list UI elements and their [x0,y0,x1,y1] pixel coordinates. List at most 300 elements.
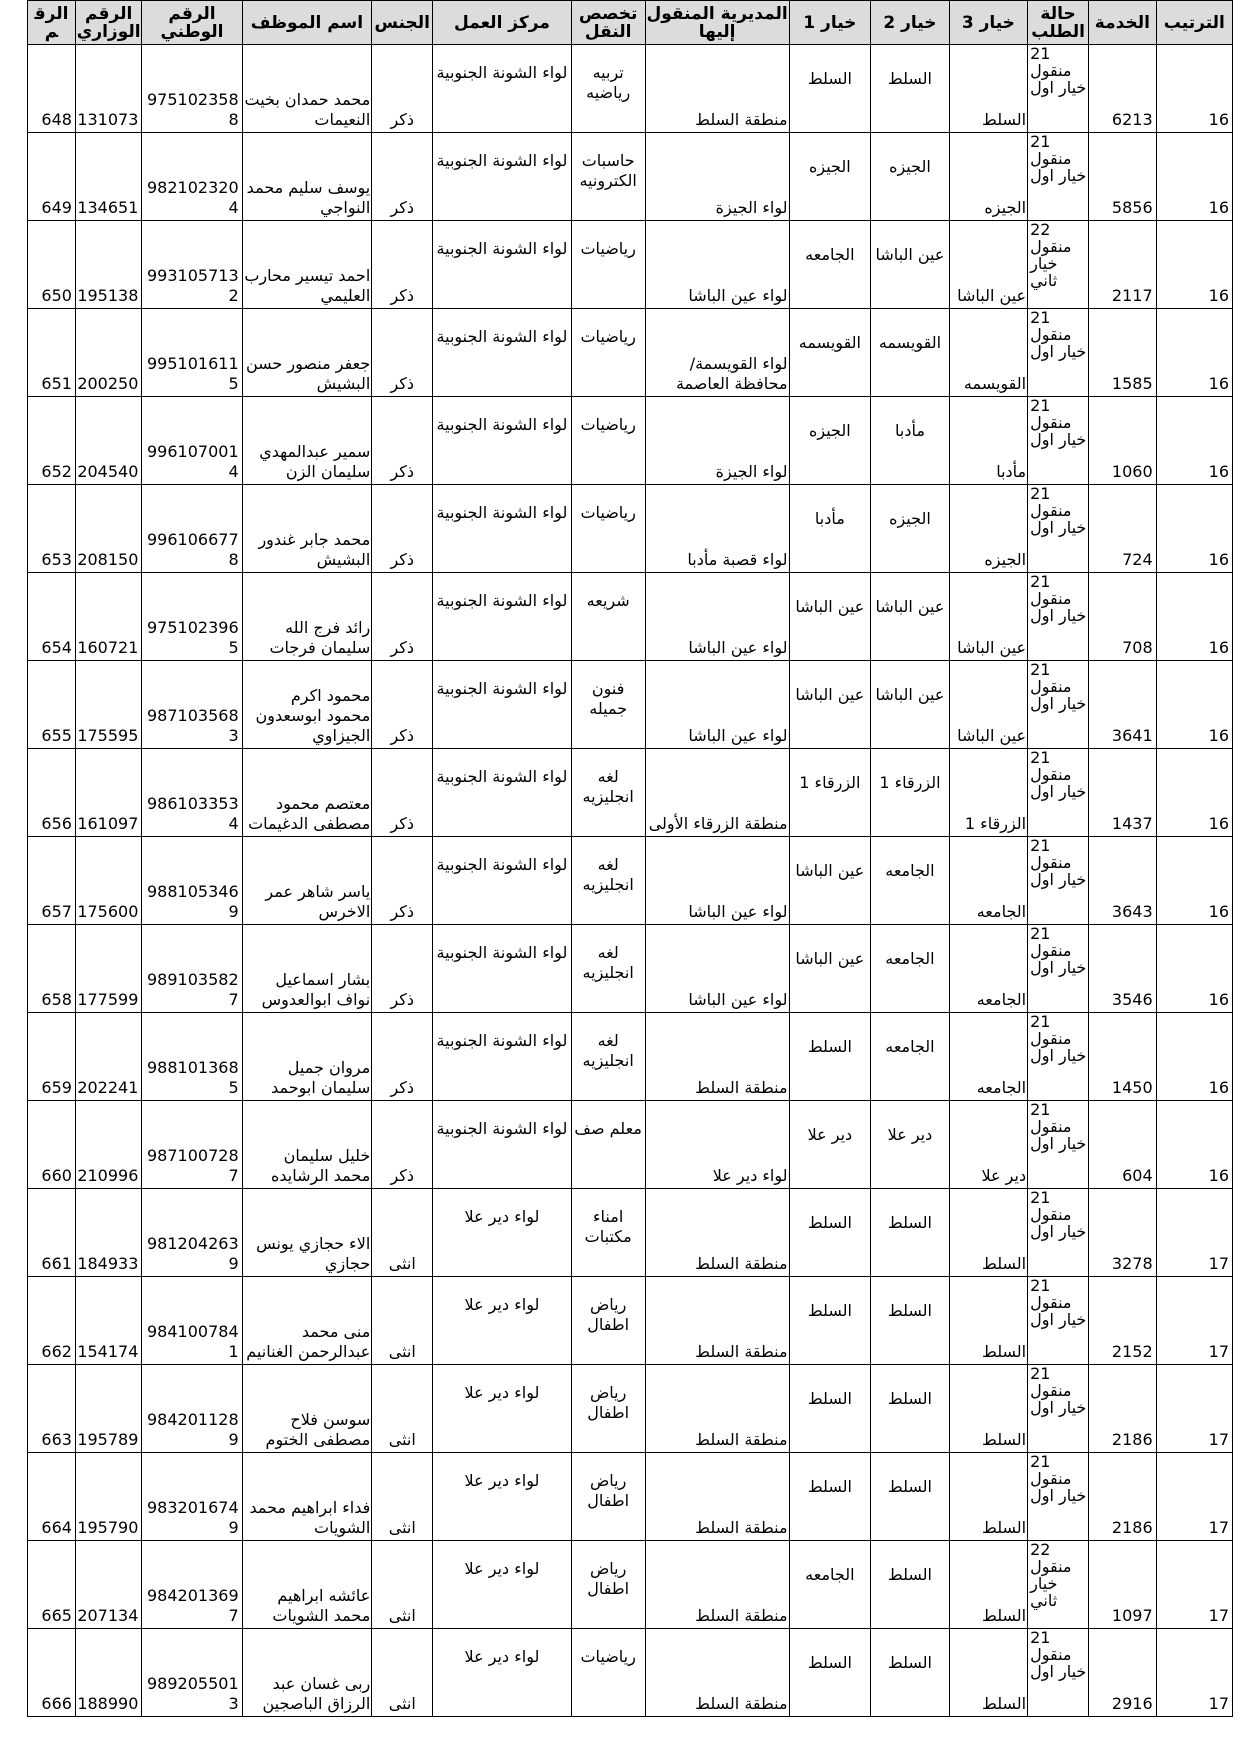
cell-ministry-no: 195138 [75,221,141,309]
cell-choice2: عين الباشا [871,573,949,661]
cell-service: 3641 [1089,661,1157,749]
cell-choice1: الجامعه [789,1541,871,1629]
cell-status: 21 منقول خيار اول [1028,1453,1089,1541]
cell-choice2: السلط [871,1189,949,1277]
cell-service: 724 [1089,485,1157,573]
table-row [28,661,1233,749]
cell-service: 2117 [1089,221,1157,309]
cell-rank: 17 [1156,1189,1232,1277]
cell-choice1: الجيزه [789,133,871,221]
cell-service: 1585 [1089,309,1157,397]
cell-ministry-no: 210996 [75,1101,141,1189]
cell-gender: انثى [372,1277,433,1365]
cell-choice2: السلط [871,1453,949,1541]
header-choice3: خيار 3 [949,1,1027,45]
cell-national-no: 9871007287 [142,1101,242,1189]
cell-seq: 663 [28,1365,76,1453]
cell-choice1: القويسمه [789,309,871,397]
cell-name: سوسن فلاح مصطفى الختوم [242,1365,372,1453]
cell-service: 3278 [1089,1189,1157,1277]
cell-ministry-no: 177599 [75,925,141,1013]
cell-service: 5856 [1089,133,1157,221]
cell-gender: انثى [372,1629,433,1717]
cell-status: 21 منقول خيار اول [1028,749,1089,837]
transfer-table [27,0,1233,1717]
cell-name: خليل سليمان محمد الرشايده [242,1101,372,1189]
cell-service: 1437 [1089,749,1157,837]
table-row [28,45,1233,133]
cell-status: 21 منقول خيار اول [1028,837,1089,925]
cell-choice1: عين الباشا [789,573,871,661]
cell-name: يوسف سليم محمد النواجي [242,133,372,221]
cell-ministry-no: 202241 [75,1013,141,1101]
cell-choice2: السلط [871,1277,949,1365]
table-row [28,1453,1233,1541]
table-row [28,573,1233,661]
cell-specialty: فنون جميله [571,661,645,749]
cell-national-no: 9881013685 [142,1013,242,1101]
cell-status: 21 منقول خيار اول [1028,309,1089,397]
cell-status: 21 منقول خيار اول [1028,133,1089,221]
cell-ministry-no: 195790 [75,1453,141,1541]
cell-directorate: لواء قصبة مأدبا [645,485,789,573]
cell-workplace: لواء الشونة الجنوبية [433,133,571,221]
cell-workplace: لواء دير علا [433,1629,571,1717]
cell-rank: 16 [1156,1013,1232,1101]
cell-ministry-no: 184933 [75,1189,141,1277]
header-ministry-no: الرقم الوزاري [75,1,141,45]
table-row [28,485,1233,573]
cell-seq: 662 [28,1277,76,1365]
cell-directorate: لواء الجيزة [645,133,789,221]
cell-choice3: السلط [949,45,1027,133]
cell-national-no: 9892055013 [142,1629,242,1717]
cell-workplace: لواء الشونة الجنوبية [433,837,571,925]
table-row [28,925,1233,1013]
header-choice2: خيار 2 [871,1,949,45]
cell-specialty: رياضيات [571,221,645,309]
cell-status: 21 منقول خيار اول [1028,1365,1089,1453]
cell-specialty: رياض اطفال [571,1365,645,1453]
cell-gender: ذكر [372,749,433,837]
header-choice1: خيار 1 [789,1,871,45]
cell-ministry-no: 160721 [75,573,141,661]
cell-gender: ذكر [372,661,433,749]
cell-workplace: لواء دير علا [433,1453,571,1541]
cell-service: 708 [1089,573,1157,661]
cell-specialty: رياض اطفال [571,1541,645,1629]
cell-name: معتصم محمود مصطفى الدغيمات [242,749,372,837]
cell-gender: ذكر [372,221,433,309]
cell-workplace: لواء الشونة الجنوبية [433,661,571,749]
cell-directorate: لواء عين الباشا [645,925,789,1013]
cell-service: 2916 [1089,1629,1157,1717]
cell-specialty: لغه انجليزيه [571,925,645,1013]
cell-choice1: الجيزه [789,397,871,485]
table-row [28,397,1233,485]
cell-national-no: 9891035827 [142,925,242,1013]
cell-choice3: عين الباشا [949,221,1027,309]
cell-choice2: القويسمه [871,309,949,397]
cell-name: محمد حمدان بخيت النعيمات [242,45,372,133]
cell-choice3: الزرقاء 1 [949,749,1027,837]
cell-workplace: لواء الشونة الجنوبية [433,749,571,837]
cell-seq: 654 [28,573,76,661]
cell-choice2: السلط [871,1541,949,1629]
cell-choice3: مأدبا [949,397,1027,485]
header-gender: الجنس [372,1,433,45]
cell-national-no: 9842013697 [142,1541,242,1629]
cell-national-no: 9881053469 [142,837,242,925]
cell-choice1: مأدبا [789,485,871,573]
cell-status: 21 منقول خيار اول [1028,1277,1089,1365]
cell-choice1: الجامعه [789,221,871,309]
cell-choice2: السلط [871,45,949,133]
cell-specialty: رياضيات [571,397,645,485]
cell-gender: ذكر [372,397,433,485]
cell-choice3: السلط [949,1453,1027,1541]
cell-name: احمد تيسير محارب العليمي [242,221,372,309]
cell-national-no: 9961066778 [142,485,242,573]
cell-status: 21 منقول خيار اول [1028,925,1089,1013]
cell-directorate: منطقة السلط [645,1277,789,1365]
cell-status: 21 منقول خيار اول [1028,1013,1089,1101]
cell-national-no: 9842011289 [142,1365,242,1453]
cell-ministry-no: 204540 [75,397,141,485]
cell-workplace: لواء الشونة الجنوبية [433,573,571,661]
cell-directorate: منطقة السلط [645,1365,789,1453]
cell-workplace: لواء الشونة الجنوبية [433,925,571,1013]
cell-service: 604 [1089,1101,1157,1189]
cell-name: محمود اكرم محمود ابوسعدون الجيزاوي [242,661,372,749]
cell-status: 22 منقول خيار ثاني [1028,1541,1089,1629]
cell-rank: 17 [1156,1277,1232,1365]
cell-national-no: 9812042639 [142,1189,242,1277]
cell-directorate: لواء القويسمة/محافظة العاصمة [645,309,789,397]
cell-choice2: السلط [871,1629,949,1717]
cell-choice1: عين الباشا [789,837,871,925]
cell-status: 21 منقول خيار اول [1028,1101,1089,1189]
cell-status: 22 منقول خيار ثاني [1028,221,1089,309]
cell-choice2: عين الباشا [871,661,949,749]
cell-choice2: السلط [871,1365,949,1453]
cell-service: 1097 [1089,1541,1157,1629]
cell-choice3: الجامعه [949,925,1027,1013]
cell-seq: 656 [28,749,76,837]
cell-seq: 664 [28,1453,76,1541]
cell-ministry-no: 175600 [75,837,141,925]
cell-choice1: دير علا [789,1101,871,1189]
header-seq: الرقم [28,1,76,45]
table-row [28,1189,1233,1277]
cell-specialty: تربيه رياضيه [571,45,645,133]
cell-name: محمد جابر غندور البشيش [242,485,372,573]
table-row [28,309,1233,397]
cell-choice1: السلط [789,45,871,133]
cell-directorate: منطقة السلط [645,45,789,133]
cell-choice3: السلط [949,1541,1027,1629]
cell-service: 3643 [1089,837,1157,925]
cell-specialty: لغه انجليزيه [571,837,645,925]
cell-choice3: السلط [949,1629,1027,1717]
cell-choice3: عين الباشا [949,573,1027,661]
cell-name: ياسر شاهر عمر الاخرس [242,837,372,925]
cell-choice1: السلط [789,1189,871,1277]
cell-choice2: الجيزه [871,133,949,221]
cell-name: منى محمد عبدالرحمن الغنانيم [242,1277,372,1365]
cell-seq: 660 [28,1101,76,1189]
cell-specialty: لغه انجليزيه [571,1013,645,1101]
cell-choice3: السلط [949,1277,1027,1365]
cell-choice3: السلط [949,1365,1027,1453]
cell-rank: 16 [1156,397,1232,485]
table-row [28,1365,1233,1453]
cell-workplace: لواء دير علا [433,1277,571,1365]
cell-choice2: الجيزه [871,485,949,573]
cell-specialty: رياض اطفال [571,1453,645,1541]
cell-ministry-no: 131073 [75,45,141,133]
header-workplace: مركز العمل [433,1,571,45]
cell-seq: 648 [28,45,76,133]
table-row [28,1277,1233,1365]
cell-status: 21 منقول خيار اول [1028,485,1089,573]
cell-ministry-no: 200250 [75,309,141,397]
cell-rank: 16 [1156,1101,1232,1189]
cell-seq: 666 [28,1629,76,1717]
cell-national-no: 9961070014 [142,397,242,485]
cell-national-no: 9751023965 [142,573,242,661]
cell-seq: 655 [28,661,76,749]
header-national-no: الرقم الوطني [142,1,242,45]
cell-gender: انثى [372,1189,433,1277]
cell-seq: 665 [28,1541,76,1629]
cell-choice2: عين الباشا [871,221,949,309]
table-header [28,1,1233,45]
cell-service: 3546 [1089,925,1157,1013]
cell-service: 1060 [1089,397,1157,485]
cell-choice3: دير علا [949,1101,1027,1189]
cell-service: 1450 [1089,1013,1157,1101]
cell-directorate: لواء عين الباشا [645,573,789,661]
cell-choice3: القويسمه [949,309,1027,397]
cell-ministry-no: 161097 [75,749,141,837]
cell-gender: ذكر [372,1013,433,1101]
table-row [28,1629,1233,1717]
cell-national-no: 9841007841 [142,1277,242,1365]
cell-specialty: رياضيات [571,309,645,397]
cell-directorate: منطقة الزرقاء الأولى [645,749,789,837]
cell-gender: انثى [372,1453,433,1541]
cell-choice2: مأدبا [871,397,949,485]
cell-gender: ذكر [372,485,433,573]
cell-national-no: 9871035683 [142,661,242,749]
cell-workplace: لواء الشونة الجنوبية [433,397,571,485]
cell-status: 21 منقول خيار اول [1028,397,1089,485]
cell-ministry-no: 188990 [75,1629,141,1717]
cell-rank: 16 [1156,133,1232,221]
cell-name: عائشه ابراهيم محمد الشويات [242,1541,372,1629]
cell-rank: 16 [1156,309,1232,397]
cell-name: الاء حجازي يونس حجازي [242,1189,372,1277]
header-directorate: المديرية المنقول إليها [645,1,789,45]
cell-rank: 16 [1156,485,1232,573]
table-row [28,837,1233,925]
cell-directorate: لواء عين الباشا [645,837,789,925]
cell-gender: ذكر [372,45,433,133]
cell-gender: ذكر [372,925,433,1013]
cell-name: سمير عبدالمهدي سليمان الزن [242,397,372,485]
table-row [28,1541,1233,1629]
cell-choice1: السلط [789,1365,871,1453]
cell-national-no: 9951016115 [142,309,242,397]
cell-name: رائد فرج الله سليمان فرجات [242,573,372,661]
cell-seq: 651 [28,309,76,397]
cell-service: 2186 [1089,1365,1157,1453]
cell-specialty: رياض اطفال [571,1277,645,1365]
cell-status: 21 منقول خيار اول [1028,45,1089,133]
cell-directorate: لواء عين الباشا [645,221,789,309]
cell-seq: 652 [28,397,76,485]
cell-gender: ذكر [372,837,433,925]
cell-specialty: حاسبات الكترونيه [571,133,645,221]
cell-directorate: لواء الجيزة [645,397,789,485]
cell-status: 21 منقول خيار اول [1028,1629,1089,1717]
cell-service: 2152 [1089,1277,1157,1365]
cell-choice3: الجامعه [949,837,1027,925]
cell-choice1: عين الباشا [789,661,871,749]
cell-rank: 17 [1156,1365,1232,1453]
cell-name: بشار اسماعيل نواف ابوالعدوس [242,925,372,1013]
cell-national-no: 9832016749 [142,1453,242,1541]
cell-service: 6213 [1089,45,1157,133]
cell-choice1: السلط [789,1013,871,1101]
cell-directorate: منطقة السلط [645,1189,789,1277]
cell-choice3: عين الباشا [949,661,1027,749]
header-rank: الترتيب [1156,1,1232,45]
cell-gender: انثى [372,1541,433,1629]
cell-rank: 16 [1156,837,1232,925]
cell-directorate: منطقة السلط [645,1453,789,1541]
cell-choice3: الجيزه [949,485,1027,573]
cell-national-no: 9821023204 [142,133,242,221]
cell-name: جعفر منصور حسن البشيش [242,309,372,397]
header-status: حالة الطلب [1028,1,1089,45]
header-service: الخدمة [1089,1,1157,45]
cell-national-no: 9861033534 [142,749,242,837]
table-row [28,221,1233,309]
cell-choice2: الجامعه [871,925,949,1013]
cell-choice3: الجيزه [949,133,1027,221]
cell-seq: 661 [28,1189,76,1277]
table-row [28,1013,1233,1101]
cell-rank: 16 [1156,749,1232,837]
cell-workplace: لواء الشونة الجنوبية [433,485,571,573]
table-row [28,749,1233,837]
cell-rank: 16 [1156,45,1232,133]
cell-national-no: 9931057132 [142,221,242,309]
cell-ministry-no: 175595 [75,661,141,749]
cell-directorate: لواء عين الباشا [645,661,789,749]
cell-specialty: شريعه [571,573,645,661]
cell-national-no: 9751023588 [142,45,242,133]
cell-status: 21 منقول خيار اول [1028,1189,1089,1277]
cell-choice1: السلط [789,1277,871,1365]
cell-ministry-no: 154174 [75,1277,141,1365]
cell-choice3: الجامعه [949,1013,1027,1101]
cell-choice2: الجامعه [871,1013,949,1101]
cell-choice2: الجامعه [871,837,949,925]
cell-rank: 16 [1156,221,1232,309]
table-row [28,133,1233,221]
cell-workplace: لواء الشونة الجنوبية [433,309,571,397]
cell-choice3: السلط [949,1189,1027,1277]
cell-rank: 17 [1156,1453,1232,1541]
cell-name: ربى غسان عبد الرزاق الباصجين [242,1629,372,1717]
cell-directorate: لواء دير علا [645,1101,789,1189]
cell-directorate: منطقة السلط [645,1013,789,1101]
cell-choice1: السلط [789,1629,871,1717]
header-specialty: تخصص النقل [571,1,645,45]
cell-status: 21 منقول خيار اول [1028,573,1089,661]
cell-gender: انثى [372,1365,433,1453]
cell-specialty: رياضيات [571,1629,645,1717]
cell-gender: ذكر [372,573,433,661]
cell-rank: 16 [1156,573,1232,661]
cell-seq: 657 [28,837,76,925]
cell-choice2: الزرقاء 1 [871,749,949,837]
cell-specialty: امناء مكتبات [571,1189,645,1277]
cell-workplace: لواء دير علا [433,1189,571,1277]
cell-choice1: الزرقاء 1 [789,749,871,837]
cell-seq: 650 [28,221,76,309]
cell-specialty: معلم صف [571,1101,645,1189]
cell-name: مروان جميل سليمان ابوحمد [242,1013,372,1101]
cell-ministry-no: 134651 [75,133,141,221]
cell-seq: 659 [28,1013,76,1101]
cell-seq: 658 [28,925,76,1013]
cell-ministry-no: 208150 [75,485,141,573]
cell-choice1: السلط [789,1453,871,1541]
cell-seq: 649 [28,133,76,221]
cell-ministry-no: 207134 [75,1541,141,1629]
cell-rank: 16 [1156,661,1232,749]
cell-workplace: لواء دير علا [433,1541,571,1629]
cell-rank: 16 [1156,925,1232,1013]
cell-status: 21 منقول خيار اول [1028,661,1089,749]
cell-workplace: لواء دير علا [433,1365,571,1453]
cell-specialty: رياضيات [571,485,645,573]
header-name: اسم الموظف [242,1,372,45]
cell-seq: 653 [28,485,76,573]
table-body [28,45,1233,1717]
cell-name: فداء ابراهيم محمد الشويات [242,1453,372,1541]
cell-choice2: دير علا [871,1101,949,1189]
cell-gender: ذكر [372,133,433,221]
cell-gender: ذكر [372,1101,433,1189]
cell-ministry-no: 195789 [75,1365,141,1453]
cell-directorate: منطقة السلط [645,1541,789,1629]
table-row [28,1101,1233,1189]
cell-gender: ذكر [372,309,433,397]
cell-workplace: لواء الشونة الجنوبية [433,45,571,133]
cell-choice1: عين الباشا [789,925,871,1013]
transfer-list-sheet [27,0,1233,1717]
cell-rank: 17 [1156,1629,1232,1717]
cell-rank: 17 [1156,1541,1232,1629]
cell-workplace: لواء الشونة الجنوبية [433,1013,571,1101]
cell-directorate: منطقة السلط [645,1629,789,1717]
cell-service: 2186 [1089,1453,1157,1541]
